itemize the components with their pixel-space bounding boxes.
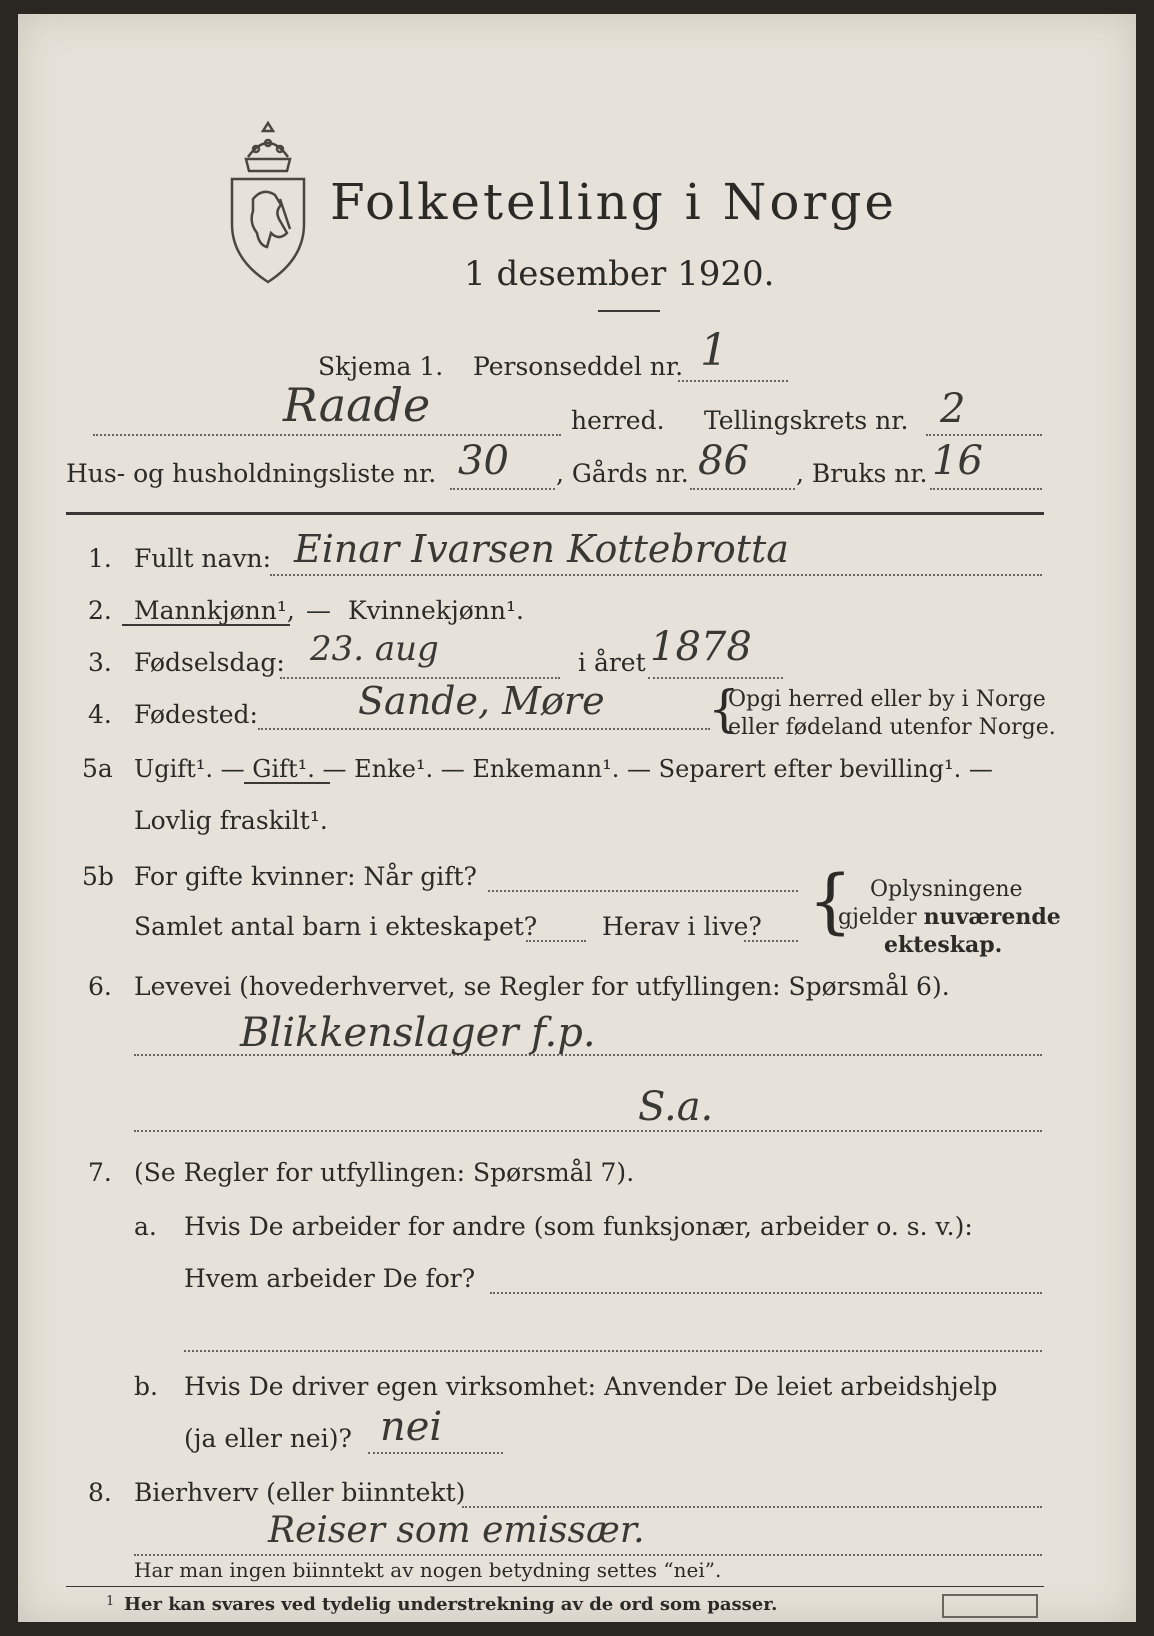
q5b-alive-label: Herav i live?: [602, 912, 762, 941]
gards-value[interactable]: 86: [698, 438, 749, 484]
tellingskrets-label: Tellingskrets nr.: [704, 406, 909, 435]
tellingskrets-line: [926, 434, 1042, 436]
q2-male-option[interactable]: Mannkjønn¹,: [134, 596, 295, 625]
q3-year-label: i året: [578, 648, 646, 677]
q7b-letter: b.: [134, 1372, 158, 1401]
q2-male-underline: [122, 624, 290, 626]
q6-label: Levevei (hovederhvervet, se Regler for utfyllingen: Spørsmål 6).: [134, 972, 950, 1001]
census-date: 1 desember 1920.: [464, 254, 775, 294]
q5b-note-line2: [838, 904, 1061, 931]
q7a-line1[interactable]: [490, 1292, 1042, 1294]
bruks-line: [930, 488, 1042, 490]
q4-value[interactable]: Sande, Møre: [358, 679, 605, 723]
q7b-value[interactable]: nei: [380, 1404, 443, 1450]
personseddel-line: [678, 380, 788, 382]
q7a-question: Hvem arbeider De for?: [184, 1264, 476, 1293]
q7-number: 7.: [88, 1158, 112, 1187]
q7b-line: [368, 1452, 503, 1454]
herred-value[interactable]: Raade: [283, 378, 431, 432]
q5a-number: 5a: [82, 754, 113, 783]
title-rule: [598, 310, 660, 312]
printer-stamp-icon: [942, 1594, 1038, 1618]
q5a-options[interactable]: Ugift¹. — Gift¹. — Enke¹. — Enkemann¹. — Separert efter bevilling¹. —: [134, 755, 993, 783]
footnote-text: Her kan svares ved tydelig understrekning av de ord som passer.: [124, 1594, 778, 1615]
q1-value[interactable]: Einar Ivarsen Kottebrotta: [294, 527, 789, 571]
q5b-children-line: [526, 940, 586, 942]
skjema-label: Skjema 1.: [318, 352, 444, 381]
q5b-number: 5b: [82, 862, 114, 891]
q6-value-line1[interactable]: Blikkenslager f.p.: [240, 1010, 596, 1056]
q3-day-value[interactable]: 23. aug: [310, 629, 439, 669]
q7-label: (Se Regler for utfyllingen: Spørsmål 7).: [134, 1158, 635, 1187]
gards-line: [690, 488, 795, 490]
q6-value-line2[interactable]: S.a.: [638, 1084, 714, 1130]
q2-female-option[interactable]: Kvinnekjønn¹.: [348, 596, 524, 625]
tellingskrets-value[interactable]: 2: [940, 386, 966, 432]
q3-year-line: [648, 677, 783, 679]
q8-number: 8.: [88, 1478, 112, 1507]
q1-line: [270, 574, 1042, 576]
coat-of-arms-icon: [218, 119, 318, 284]
q3-label: Fødselsdag:: [134, 648, 285, 677]
q5b-note-gjelder: gjelder: [838, 905, 924, 930]
q5b-naar-gift-line: [488, 890, 798, 892]
q7a-letter: a.: [134, 1212, 157, 1241]
personseddel-value[interactable]: 1: [700, 325, 728, 376]
q7b-text: Hvis De driver egen virksomhet: Anvender De leiet arbeidshjelp: [184, 1372, 998, 1401]
q4-note-line2: eller fødeland utenfor Norge.: [728, 715, 1056, 740]
q5a-options-line2[interactable]: Lovlig fraskilt¹.: [134, 806, 328, 835]
q4-number: 4.: [88, 700, 112, 729]
q3-number: 3.: [88, 648, 112, 677]
hus-value[interactable]: 30: [458, 438, 509, 484]
q6-line2: [134, 1130, 1042, 1132]
q5b-brace: {: [808, 860, 853, 942]
herred-label: herred.: [571, 406, 665, 435]
form-title: Folketelling i Norge: [330, 173, 897, 231]
q1-label: Fullt navn:: [134, 544, 272, 573]
q1-number: 1.: [88, 544, 112, 573]
hus-label: Hus- og husholdningsliste nr.: [66, 459, 437, 488]
q8-note: Har man ingen biinntekt av nogen betydning settes “nei”.: [134, 1558, 722, 1582]
q4-label: Fødested:: [134, 700, 258, 729]
census-form-sheet: [18, 14, 1136, 1622]
footer-divider: [66, 1586, 1044, 1587]
q5b-note-line3: ekteskap.: [884, 932, 1003, 958]
q7a-text: Hvis De arbeider for andre (som funksjonær, arbeider o. s. v.):: [184, 1212, 973, 1241]
bruks-value[interactable]: 16: [932, 438, 983, 484]
q2-number: 2.: [88, 596, 112, 625]
bruks-label: , Bruks nr.: [796, 459, 928, 488]
hus-line: [450, 488, 555, 490]
q5b-note-nuvaerende: nuværende: [923, 904, 1061, 930]
q3-year-value[interactable]: 1878: [650, 624, 752, 670]
personseddel-label: Personseddel nr.: [473, 352, 684, 381]
footnote-mark: 1: [106, 1594, 115, 1609]
q6-number: 6.: [88, 972, 112, 1001]
q8-line2: [134, 1554, 1042, 1556]
q4-brace: {: [708, 680, 740, 738]
q7b-question: (ja eller nei)?: [184, 1424, 352, 1453]
header-divider: [66, 512, 1044, 515]
herred-line: [93, 434, 561, 436]
q8-label: Bierhverv (eller biinntekt): [134, 1478, 466, 1507]
q4-note-line1: Opgi herred eller by i Norge: [728, 687, 1046, 712]
q2-separator: —: [306, 596, 331, 625]
q5a-gift-underline: [244, 782, 330, 784]
q5b-children-label: Samlet antal barn i ekteskapet?: [134, 912, 538, 941]
q4-line: [258, 728, 710, 730]
q7a-line2[interactable]: [184, 1350, 1042, 1352]
q5b-note-line1: Oplysningene: [870, 877, 1023, 902]
q5b-line1: For gifte kvinner: Når gift?: [134, 862, 477, 891]
q8-line1: [462, 1506, 1042, 1508]
q8-value[interactable]: Reiser som emissær.: [268, 1510, 645, 1551]
gards-label: , Gårds nr.: [556, 459, 689, 488]
q5b-alive-line: [744, 940, 798, 942]
